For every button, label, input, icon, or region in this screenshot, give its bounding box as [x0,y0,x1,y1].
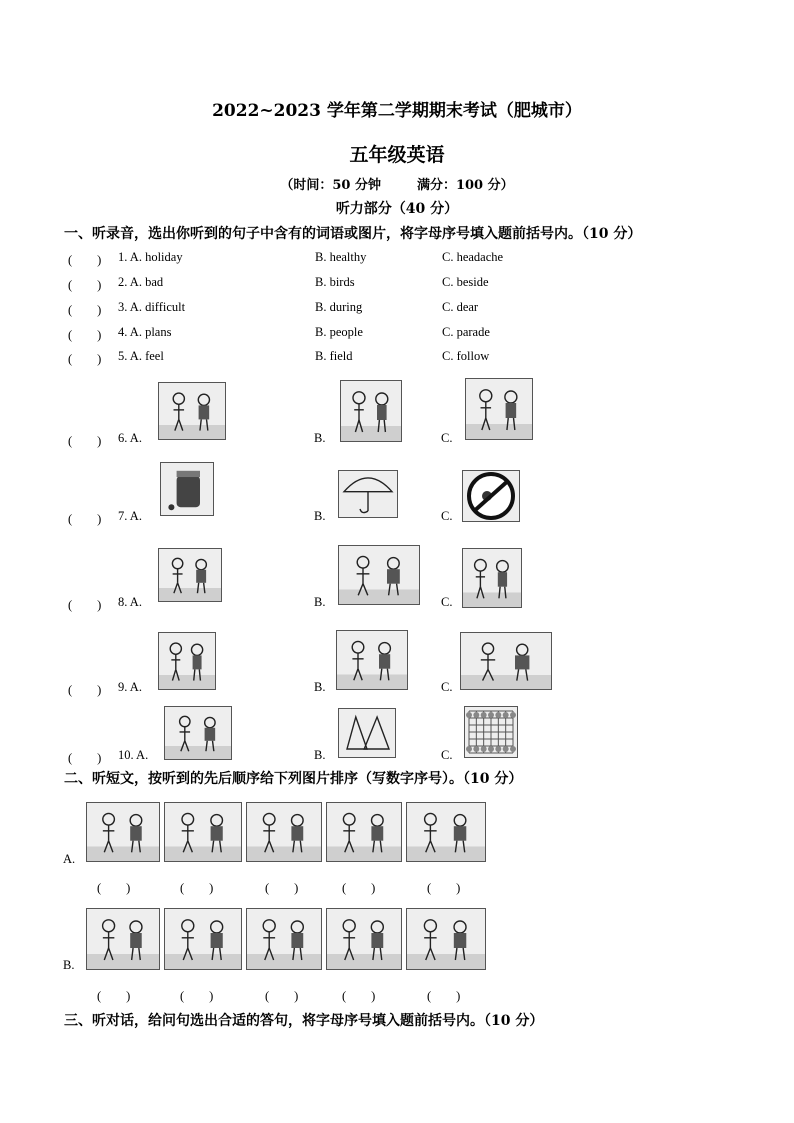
part2-heading: 二、听短文，按听到的先后顺序给下列图片排序（写数字序号）。（10 分） [64,771,523,787]
part1-heading: 一、听录音，选出你听到的句子中含有的词语或图片，将字母序号填入题前括号内。（10 分） [64,226,642,242]
exam-subtitle: 五年级英语 [349,144,445,166]
zongzi-image [338,708,396,758]
fishing-girl-image [158,548,222,602]
bus-station-image [86,908,160,970]
order-answer-blank[interactable]: ( ) [97,881,131,895]
option-b: B. people [315,325,363,339]
option-a-label: 7. A. [118,509,142,523]
word-question-row [68,250,748,270]
exam-score: 满分：100 分） [416,178,514,193]
option-a: 4. A. plans [118,325,172,339]
option-c-label: C. [441,595,453,609]
swimming-ring-image [336,630,408,690]
answer-blank[interactable]: ( ) [68,512,102,526]
answer-blank[interactable]: ( ) [68,352,102,366]
doctor-office-image [406,802,486,862]
order-answer-blank[interactable]: ( ) [180,881,214,895]
option-c: C. headache [442,250,504,264]
option-b: B. birds [315,275,355,289]
answer-blank[interactable]: ( ) [68,434,102,448]
group-label: A. [63,852,76,866]
kids-mountain-image [246,908,322,970]
boy-eating-image [164,908,242,970]
option-a: 3. A. difficult [118,300,186,314]
option-c: C. parade [442,325,490,339]
answer-blank[interactable]: ( ) [68,598,102,612]
option-c-label: C. [441,509,453,523]
word-question-row [68,275,748,295]
option-a: 5. A. feel [118,349,164,363]
option-b-label: B. [314,509,326,523]
order-answer-blank[interactable]: ( ) [427,989,461,1003]
exam-title: 2022~2023 学年第二学期期末考试（肥城市） [212,101,582,121]
answer-blank[interactable]: ( ) [68,253,102,267]
crowd-festival-image [326,908,402,970]
option-c-label: C. [441,680,453,694]
library-kids-image [158,382,226,440]
option-b-label: B. [314,680,326,694]
part3-heading: 三、听对话，给问句选出合适的答句，将字母序号填入题前括号内。（10 分） [64,1013,544,1029]
order-answer-blank[interactable]: ( ) [265,881,299,895]
sick-boy-bed-image [86,802,160,862]
order-answer-blank[interactable]: ( ) [180,989,214,1003]
group-label: B. [63,958,75,972]
family-dinner-image [164,706,232,760]
order-answer-blank[interactable]: ( ) [342,989,376,1003]
option-a-label: 9. A. [118,680,142,694]
order-answer-blank[interactable]: ( ) [265,989,299,1003]
option-b: B. field [315,349,353,363]
classroom-image [340,380,402,442]
option-a-label: 6. A. [118,431,142,445]
snowball-kids-image [462,548,522,608]
answer-blank[interactable]: ( ) [68,683,102,697]
option-a: 2. A. bad [118,275,164,289]
nurse-visit-image [326,802,402,862]
word-question-row [68,300,748,320]
option-b-label: B. [314,431,326,445]
answer-blank[interactable]: ( ) [68,303,102,317]
option-b: B. healthy [315,250,367,264]
option-c-label: C. [441,431,453,445]
order-answer-blank[interactable]: ( ) [427,881,461,895]
option-a: 1. A. holiday [118,250,183,264]
option-b: B. during [315,300,363,314]
friends-greeting-image [465,378,533,440]
option-a-label: 10. A. [118,748,149,762]
option-c: C. follow [442,349,490,363]
order-answer-blank[interactable]: ( ) [97,989,131,1003]
no-picking-flowers-sign-image [462,470,520,522]
answer-blank[interactable]: ( ) [68,278,102,292]
option-b-label: B. [314,748,326,762]
exam-time: （时间：50 分钟 [280,178,381,193]
umbrella-image [338,470,398,518]
medicine-bottle-image [160,462,214,516]
kids-talking-image [164,802,242,862]
word-question-row [68,349,748,369]
option-c-label: C. [441,748,453,762]
exam-time-score [0,174,794,193]
option-a-label: 8. A. [118,595,142,609]
answer-blank[interactable]: ( ) [68,751,102,765]
farm-cows-image [406,908,486,970]
order-answer-blank[interactable]: ( ) [342,881,376,895]
dog-sled-image [338,545,420,605]
chess-board-image [464,706,518,758]
word-question-row [68,325,748,345]
option-c: C. beside [442,275,489,289]
answer-blank[interactable]: ( ) [68,328,102,342]
street-walk-image [158,632,216,690]
listening-section-label: 听力部分（40 分） [335,201,459,217]
option-b-label: B. [314,595,326,609]
traveller-suitcase-image [460,632,552,690]
family-tv-image [246,802,322,862]
option-c: C. dear [442,300,479,314]
